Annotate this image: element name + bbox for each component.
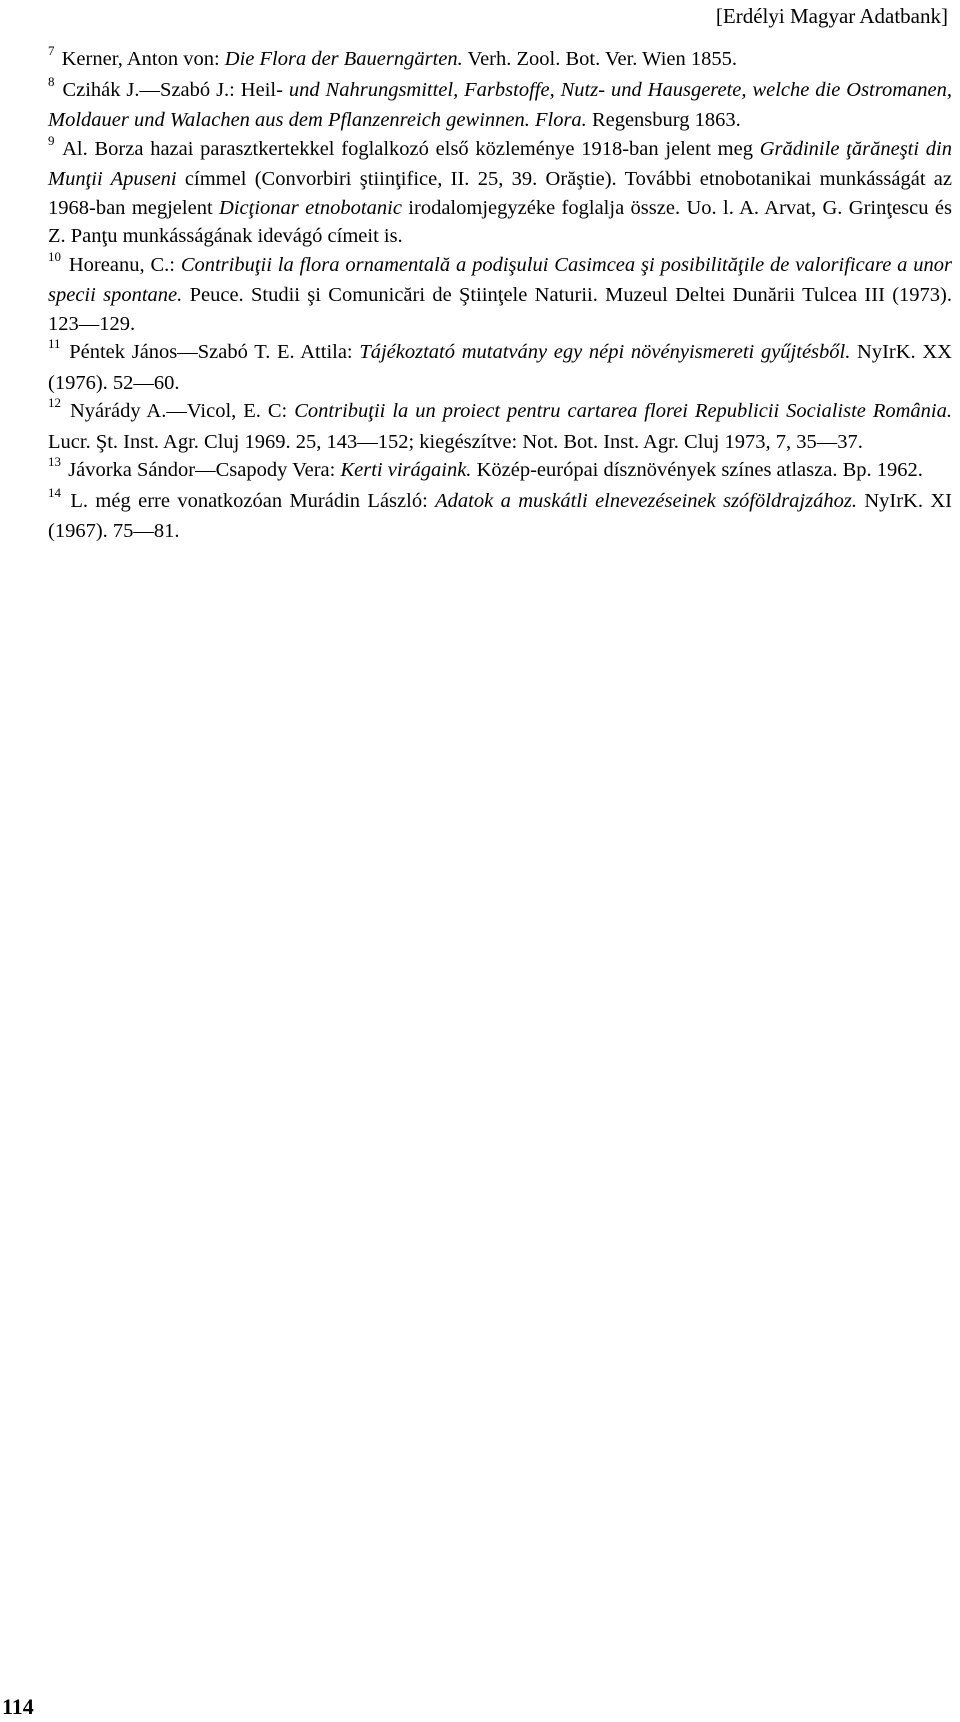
footnotes-list bbox=[0, 45, 952, 546]
footnote-title: Grădinile ţărăneşti din Munţii Apuseni bbox=[48, 137, 953, 190]
footnote bbox=[0, 456, 952, 487]
footnote-segment: Lucr. Şt. Inst. Agr. Cluj 1969. 25, 143—152; kiegészítve: Not. Bot. Inst. Agr. Cluj 1973, 7, 35—37. bbox=[48, 430, 863, 453]
footnote-text bbox=[48, 254, 952, 335]
footnote-segment: Nyárády A.—Vicol, E. C: bbox=[69, 400, 295, 422]
source-header: [Erdélyi Magyar Adatbank] bbox=[715, 4, 948, 28]
footnote-title: Contribuţii la flora ornamentală a podişului Casimcea şi posibilităţile de valorificare a unor specii spontane. bbox=[48, 253, 953, 306]
footnote-number: 8 bbox=[48, 73, 55, 89]
footnote-text bbox=[62, 48, 737, 70]
footnote-segment: Horeanu, C.: bbox=[68, 253, 181, 276]
footnote-number: 9 bbox=[48, 132, 55, 148]
footnote-text bbox=[48, 138, 952, 248]
footnote bbox=[0, 248, 953, 339]
footnote bbox=[0, 397, 952, 456]
footnote-number: 14 bbox=[48, 484, 61, 500]
footnote-segment: Közép-európai dísznövények színes atlasza. Bp. 1962. bbox=[471, 459, 923, 481]
footnote-title: Die Flora der Bauerngärten. bbox=[224, 48, 463, 70]
footnote-segment: NyIrK. XI (1967). 75—81. bbox=[48, 489, 952, 542]
footnote-title: Adatok a muskátli elnevezéseinek szóföldrajzához. bbox=[435, 489, 857, 512]
footnote bbox=[0, 484, 952, 546]
footnote-segment: Peuce. Studii şi Comunicări de Ştiinţele Naturii. Muzeul Deltei Dunării Tulcea III (1973). 123—129. bbox=[48, 284, 952, 335]
footnote-segment: Péntek János—Szabó T. E. Attila: bbox=[69, 341, 360, 363]
footnote-segment: Regensburg 1863. bbox=[586, 109, 741, 131]
footnote bbox=[0, 132, 953, 251]
footnote-number: 10 bbox=[48, 248, 61, 264]
footnote-number: 11 bbox=[48, 336, 61, 351]
footnote-segment: címmel (Convorbiri ştiinţifice, II. 25, 39. Orăştie). További etnobotanikai munkásságát az 1968-ban megjelent bbox=[48, 168, 953, 219]
footnote-text bbox=[48, 400, 952, 453]
footnote-title: Kerti virágaink. bbox=[340, 459, 472, 481]
footnote-segment: Czihák J.—Szabó J.: Heil- bbox=[62, 78, 289, 101]
footnote-title: Contribuţii la un proiect pentru cartarea florei Republicii Socialiste România. bbox=[294, 400, 952, 422]
footnote-text bbox=[48, 490, 952, 543]
footnote-text bbox=[48, 79, 952, 132]
footnote-title: Dicţionar etnobotanic bbox=[219, 196, 402, 219]
footnote bbox=[0, 73, 953, 135]
page-number: 114 bbox=[2, 1694, 34, 1719]
footnote-segment: Jávorka Sándor—Csapody Vera: bbox=[68, 459, 341, 481]
footnote bbox=[0, 45, 952, 76]
footnote-text bbox=[48, 341, 952, 394]
footnote-text bbox=[68, 459, 923, 481]
footnote-number: 7 bbox=[48, 43, 55, 58]
footnote-title: und Nahrungsmittel, Farbstoffe, Nutz- und Hausgerete, welche die Ostromanen, Moldauer und Walachen aus dem Pflanzenreich gewinnen. Flora. bbox=[48, 78, 953, 131]
footnote-segment: Verh. Zool. Bot. Ver. Wien 1855. bbox=[462, 48, 737, 70]
footnote-number: 13 bbox=[48, 454, 61, 469]
footnote bbox=[0, 338, 952, 397]
footnote-segment: NyIrK. XX (1976). 52—60. bbox=[48, 341, 952, 394]
footnote-segment: Kerner, Anton von: bbox=[61, 48, 225, 70]
footnote-segment: L. még erre vonatkozóan Murádin László: bbox=[70, 489, 436, 512]
footnote-title: Tájékoztató mutatvány egy népi növényismereti gyűjtésből. bbox=[359, 341, 851, 363]
footnote-number: 12 bbox=[48, 395, 61, 410]
footnote-segment: Al. Borza hazai parasztkertekkel foglalkozó első közleménye 1918-ban jelent meg bbox=[62, 137, 760, 160]
footnote-segment: irodalomjegyzéke foglalja össze. Uo. l. A. Arvat, G. Grinţescu és Z. Panţu munkásságának idevágó címeit is. bbox=[48, 196, 952, 247]
